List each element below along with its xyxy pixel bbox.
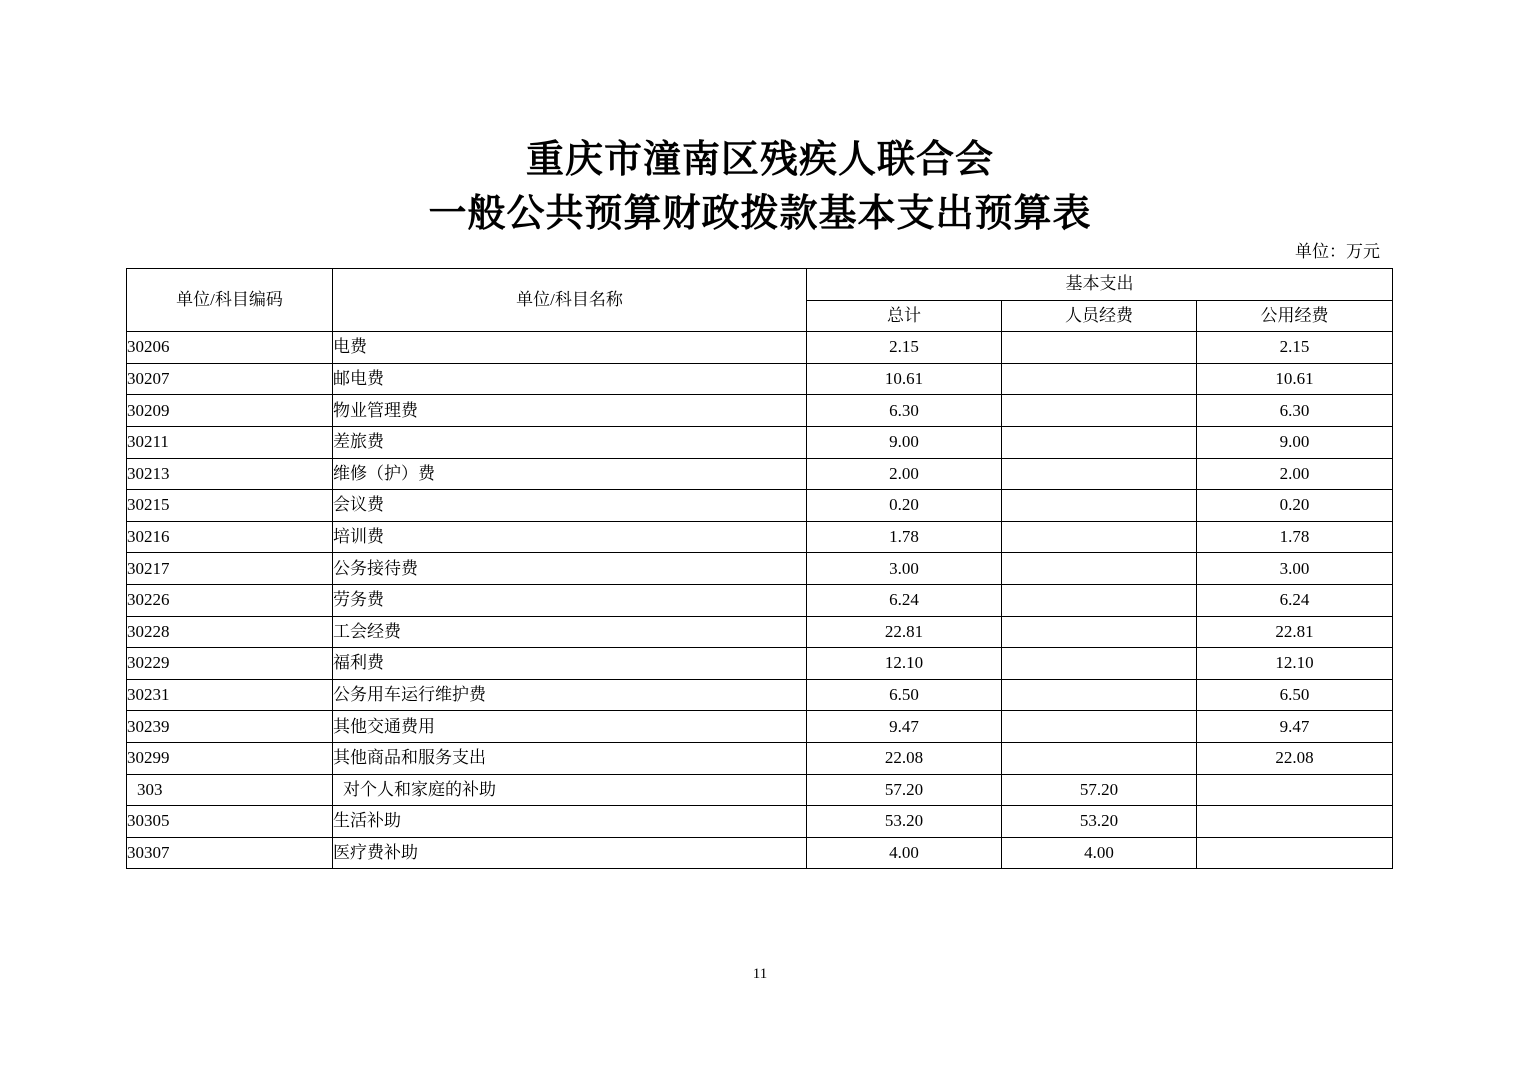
cell-personnel — [1002, 458, 1197, 490]
cell-public: 6.50 — [1197, 679, 1393, 711]
cell-total: 22.08 — [807, 742, 1002, 774]
cell-public: 9.00 — [1197, 426, 1393, 458]
cell-personnel: 4.00 — [1002, 837, 1197, 869]
cell-personnel — [1002, 584, 1197, 616]
cell-personnel — [1002, 679, 1197, 711]
cell-total: 4.00 — [807, 837, 1002, 869]
cell-code: 30299 — [127, 742, 333, 774]
cell-public: 0.20 — [1197, 490, 1393, 522]
cell-code: 30216 — [127, 521, 333, 553]
cell-code: 30213 — [127, 458, 333, 490]
header-total: 总计 — [807, 300, 1002, 332]
table-row — [127, 458, 1393, 490]
unit-label: 单位：万元 — [1295, 242, 1380, 261]
cell-public: 3.00 — [1197, 553, 1393, 585]
cell-total: 0.20 — [807, 490, 1002, 522]
cell-total: 2.15 — [807, 332, 1002, 364]
header-name: 单位/科目名称 — [333, 269, 807, 332]
table-row — [127, 490, 1393, 522]
cell-code: 30215 — [127, 490, 333, 522]
table-row — [127, 426, 1393, 458]
cell-public: 2.00 — [1197, 458, 1393, 490]
cell-personnel: 57.20 — [1002, 774, 1197, 806]
table-row — [127, 806, 1393, 838]
cell-code: 30239 — [127, 711, 333, 743]
table-row — [127, 837, 1393, 869]
table-row — [127, 648, 1393, 680]
cell-code: 30217 — [127, 553, 333, 585]
cell-code: 30209 — [127, 395, 333, 427]
cell-public: 10.61 — [1197, 363, 1393, 395]
cell-code: 30228 — [127, 616, 333, 648]
cell-total: 2.00 — [807, 458, 1002, 490]
cell-total: 53.20 — [807, 806, 1002, 838]
cell-public: 9.47 — [1197, 711, 1393, 743]
cell-total: 9.47 — [807, 711, 1002, 743]
cell-total: 1.78 — [807, 521, 1002, 553]
cell-personnel — [1002, 616, 1197, 648]
cell-code: 30226 — [127, 584, 333, 616]
cell-total: 10.61 — [807, 363, 1002, 395]
cell-name: 福利费 — [333, 648, 807, 680]
cell-total: 6.24 — [807, 584, 1002, 616]
cell-personnel — [1002, 553, 1197, 585]
cell-personnel — [1002, 490, 1197, 522]
table-row — [127, 711, 1393, 743]
cell-code: 303 — [127, 774, 333, 806]
cell-name: 会议费 — [333, 490, 807, 522]
table-row — [127, 553, 1393, 585]
cell-total: 3.00 — [807, 553, 1002, 585]
cell-total: 57.20 — [807, 774, 1002, 806]
cell-name: 公务接待费 — [333, 553, 807, 585]
cell-public: 22.81 — [1197, 616, 1393, 648]
cell-public — [1197, 806, 1393, 838]
table-row — [127, 774, 1393, 806]
document-title-line2: 一般公共预算财政拨款基本支出预算表 — [428, 190, 1092, 235]
cell-public: 22.08 — [1197, 742, 1393, 774]
cell-name: 劳务费 — [333, 584, 807, 616]
cell-code: 30211 — [127, 426, 333, 458]
header-public: 公用经费 — [1197, 300, 1393, 332]
cell-name: 公务用车运行维护费 — [333, 679, 807, 711]
cell-personnel: 53.20 — [1002, 806, 1197, 838]
cell-name: 对个人和家庭的补助 — [333, 774, 807, 806]
table-row — [127, 584, 1393, 616]
cell-personnel — [1002, 648, 1197, 680]
cell-code: 30305 — [127, 806, 333, 838]
budget-table — [126, 268, 1393, 869]
table-row — [127, 363, 1393, 395]
header-basic-expenditure: 基本支出 — [807, 269, 1393, 301]
cell-name: 电费 — [333, 332, 807, 364]
cell-public: 2.15 — [1197, 332, 1393, 364]
table-row — [127, 742, 1393, 774]
table-row — [127, 679, 1393, 711]
cell-total: 9.00 — [807, 426, 1002, 458]
cell-personnel — [1002, 395, 1197, 427]
table-row — [127, 395, 1393, 427]
cell-public: 6.30 — [1197, 395, 1393, 427]
cell-name: 差旅费 — [333, 426, 807, 458]
cell-public: 1.78 — [1197, 521, 1393, 553]
cell-total: 6.50 — [807, 679, 1002, 711]
table-row — [127, 332, 1393, 364]
cell-name: 工会经费 — [333, 616, 807, 648]
cell-name: 其他商品和服务支出 — [333, 742, 807, 774]
cell-personnel — [1002, 742, 1197, 774]
table-body — [127, 332, 1393, 869]
cell-total: 22.81 — [807, 616, 1002, 648]
table-row — [127, 521, 1393, 553]
cell-code: 30231 — [127, 679, 333, 711]
table-row — [127, 616, 1393, 648]
header-personnel: 人员经费 — [1002, 300, 1197, 332]
cell-name: 培训费 — [333, 521, 807, 553]
cell-code: 30206 — [127, 332, 333, 364]
cell-code: 30207 — [127, 363, 333, 395]
cell-name: 物业管理费 — [333, 395, 807, 427]
cell-name: 邮电费 — [333, 363, 807, 395]
page-number: 11 — [752, 966, 768, 982]
cell-personnel — [1002, 711, 1197, 743]
cell-public — [1197, 837, 1393, 869]
cell-personnel — [1002, 521, 1197, 553]
document-title-line1: 重庆市潼南区残疾人联合会 — [525, 136, 994, 181]
cell-name: 生活补助 — [333, 806, 807, 838]
cell-public: 12.10 — [1197, 648, 1393, 680]
cell-public — [1197, 774, 1393, 806]
header-code: 单位/科目编码 — [127, 269, 333, 332]
cell-code: 30229 — [127, 648, 333, 680]
cell-name: 其他交通费用 — [333, 711, 807, 743]
cell-name: 维修（护）费 — [333, 458, 807, 490]
cell-name: 医疗费补助 — [333, 837, 807, 869]
cell-total: 12.10 — [807, 648, 1002, 680]
cell-total: 6.30 — [807, 395, 1002, 427]
cell-personnel — [1002, 332, 1197, 364]
cell-public: 6.24 — [1197, 584, 1393, 616]
cell-personnel — [1002, 363, 1197, 395]
cell-personnel — [1002, 426, 1197, 458]
cell-code: 30307 — [127, 837, 333, 869]
